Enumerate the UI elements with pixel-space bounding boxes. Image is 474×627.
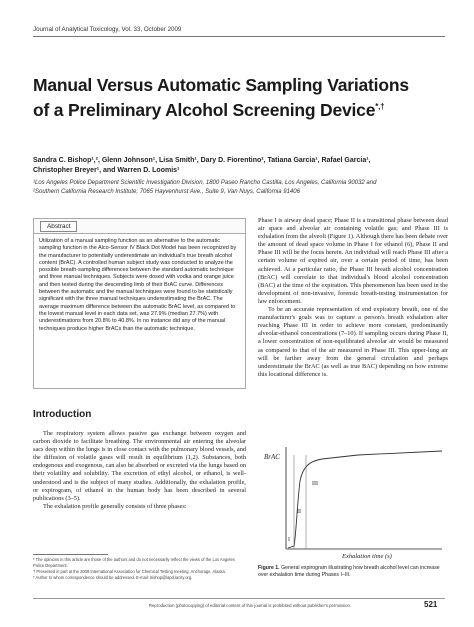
author-line-1: Sandra C. Bishop¹,², Glenn Johnson¹, Lisa Smith¹, Dary D. Fiorentino², Tatiana Garcia¹, Rafael Garcia¹,	[33, 157, 371, 164]
footer-note: Reproduction (photocopying) of editorial content of this journal is prohibited without publisher's permission.	[148, 603, 352, 608]
phase-label-3: III	[312, 481, 318, 487]
introduction-body	[33, 430, 246, 511]
figure-caption-text: General expirogram illustrating how breath alcohol level can increase over exhalation time during Phases I–III.	[258, 565, 440, 578]
author-list	[33, 156, 448, 176]
abstract-text: Utilization of a manual sampling function as an alternative to the automatic sampling function in the Alco-Sensor IV Black Dot Model has been recognized by the manufacturer to potentially underestimate an individual's true breath alcohol content (BrAC). A controlled human subject study was conducted to analyze the possible breath-sampling differences between the standard automatic technique and three manual techniques. Subjects were dosed with vodka and orange juice and then tested during the descending limb of their BrAC curve. Differences between the automatic and the manual techniques were found to be statistically significant with the three manual techniques underestimating the BrAC. The average maximum difference between the automatic BrAC level, as compared to the lowest manual level in each data set, was 27.9% (median 27.7%) with underestimations from 20.8% to 40.8%. In no instance did any of the manual techniques produce higher BrACs than the automatic technique.	[39, 238, 237, 332]
footnote-2: † Presented in part at the 2008 International Association for Chemical Testing meeting, Anchorage, Alaska.	[33, 569, 226, 574]
x-axis-label: Exhalation time (s)	[342, 553, 392, 560]
figure-caption	[258, 565, 448, 579]
title-line-2: of a Preliminary Alcohol Screening Device	[33, 99, 376, 120]
right-column-body	[258, 217, 448, 379]
title-line-1: Manual Versus Automatic Sampling Variations	[33, 75, 409, 95]
y-axis-label: BrAC	[264, 453, 280, 461]
intro-paragraph-1: The respiratory system allows passive gas exchange between oxygen and carbon dioxide to facilitate breathing. The environmental air entering the alveolar sacs deep within the lungs is in close contact with the pulmonary blood vessels, and the diffusion of volatile gases will result in equilibrium (1,2). Substances, both endogenous and exogenous, can also be absorbed or excreted via the lungs based on their volatility and solubility. The excretion of ethyl alcohol, or ethanol, is well-understood and is the subject of many studies. Additionally, the exhalation profile, or expirogram, of ethanol in the human body has been described in several publications (3–5).	[33, 430, 246, 502]
abstract-box	[33, 218, 246, 389]
abstract-header	[34, 219, 245, 234]
right-paragraph-1: Phase I is airway dead space; Phase II is a transitional phase between dead air space and alveolar air containing volatile gas; and Phase III is exhalation from the alveoli (Figure 1). Although there has been debate over the amount of dead space volume in Phase I for ethanol (6), Phase II and Phase III will be the focus herein. An individual will reach Phase III after a certain volume of expired air, over a certain period of time, has been achieved. At a particular ratio, the Phase III breath alcohol concentration (BrAC) will correlate to that individual's blood alcohol concentration (BAC) at the time of the expiration. This phenomenon has been used in the development of non-invasive, forensic breath-testing instrumentation for law enforcement.	[258, 217, 448, 305]
phase-label-1: I	[288, 537, 290, 543]
affiliation-2: ²Southern California Research Institute, 7065 Hayvenhurst Ave., Suite 9, Van Nuys, California 91406	[33, 188, 300, 195]
figure-1	[258, 441, 448, 561]
header-rule	[33, 36, 445, 37]
footnote-3: * Author to whom correspondence should be addressed. E-mail: bishop@lapd.lacity.org.	[33, 575, 193, 580]
figure-caption-label: Figure 1.	[258, 565, 280, 571]
expirogram-plot	[258, 441, 448, 561]
affiliation-1: ¹Los Angeles Police Department Scientific Investigation Division, 1800 Paseo Rancho Castilla, Los Angeles, California 90032 and	[33, 180, 377, 186]
introduction-heading: Introduction	[33, 409, 92, 420]
page-number: 521	[424, 600, 438, 609]
author-line-2: Christopher Breyer¹, and Warren D. Loomis¹	[33, 167, 180, 174]
title-footnote-marks: *,†	[375, 102, 385, 111]
article-title	[33, 75, 453, 121]
footer-rule	[33, 598, 445, 599]
intro-paragraph-2: The exhalation profile generally consists of three phases:	[43, 502, 187, 510]
journal-header: Journal of Analytical Toxicology, Vol. 33, October 2009	[33, 26, 182, 33]
footnotes	[33, 557, 246, 581]
right-paragraph-2: To be an accurate representation of end expiratory breath, one of the manufacturer's goals was to capture a person's breath exhalation after reaching Phase III in order to achieve more constant, predominantly alveolar-ethanol concentrations (7–10). If sampling occurs during Phase II, a lower concentration of non-equilibrated alveolar air would be measured as compared to that of the air measured in Phase III. This upper-lung air will be farther away from the general circulation and perhaps underestimate the BrAC (as well as true BAC) depending on how extreme this locational difference is.	[258, 306, 448, 378]
footnote-rule	[33, 554, 108, 555]
footnote-1: * The opinions in this article are those of the authors and do not necessarily reflect the views of the Los Angeles Police Department.	[33, 557, 235, 568]
expirogram-curve	[288, 451, 442, 548]
abstract-tab: Abstract	[40, 221, 77, 232]
phase-label-2: II	[297, 509, 301, 515]
affiliations	[33, 179, 448, 196]
